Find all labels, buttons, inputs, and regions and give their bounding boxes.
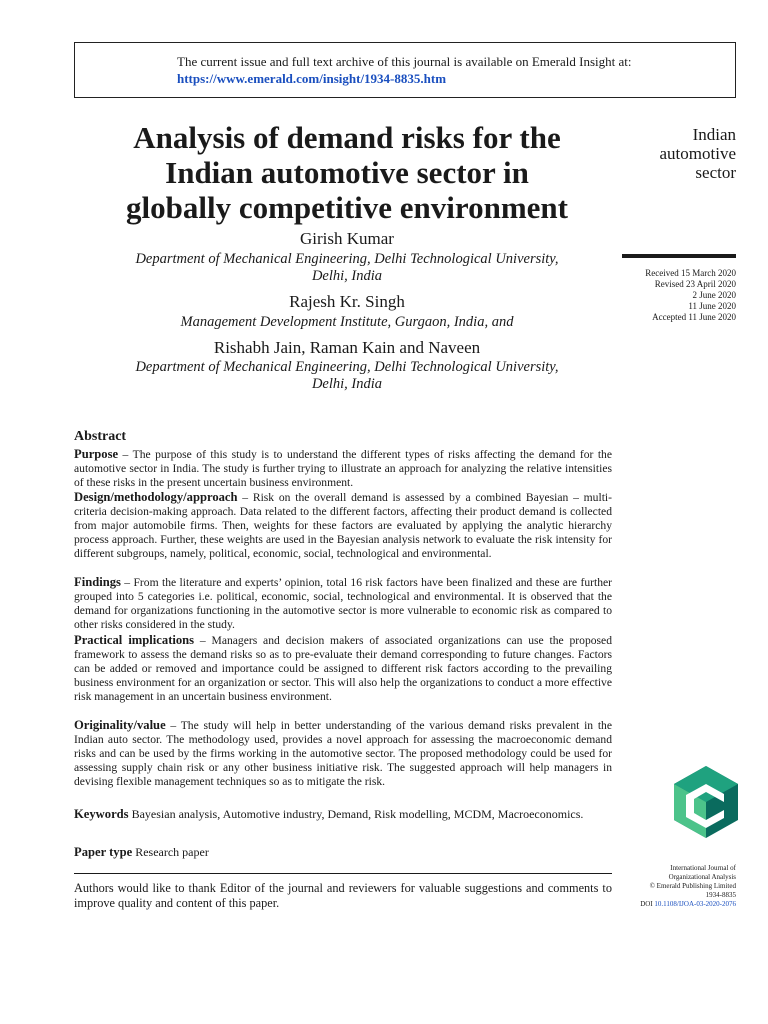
journal-line: © Emerald Publishing Limited xyxy=(649,882,736,890)
paper-type-label: Paper type xyxy=(74,845,133,859)
section-label: Originality/value xyxy=(74,718,166,732)
section-label: Design/methodology/approach xyxy=(74,490,238,504)
section-label: Practical implications xyxy=(74,633,195,647)
affiliation-line: Delhi, India xyxy=(311,268,383,284)
received-dates xyxy=(622,268,736,323)
journal-line: Organizational Analysis xyxy=(668,873,736,881)
keywords xyxy=(74,807,612,822)
journal-line: 1934-8835 xyxy=(705,891,736,899)
author-name: Rishabh Jain, Raman Kain and Naveen xyxy=(213,338,481,357)
abstract-heading: Abstract xyxy=(74,429,127,444)
doi-link[interactable]: 10.1108/IJOA-03-2020-2076 xyxy=(654,900,736,908)
author-name: Girish Kumar xyxy=(300,229,394,248)
author-name: Rajesh Kr. Singh xyxy=(289,292,405,311)
doi-label: DOI xyxy=(640,900,655,908)
section-text: – The study will help in better understanding of the various demand risks prevalent in the Indian auto sector. The methodology used, provides a novel approach for assessing the macroeconomic demand risks and can be used by the firms working in the automotive sector. The proposed methodology could be used for assessing supply chain risk or any other business initiative risk. The suggested approach will help managers in devising flexible management techniques so as to mitigate the risk. xyxy=(74,719,612,788)
running-head-line: Indian xyxy=(692,125,736,144)
footnote-rule xyxy=(74,873,612,874)
title-line: Indian automotive sector in xyxy=(165,155,529,190)
running-head-line: automotive xyxy=(659,144,736,163)
affiliation-line: Management Development Institute, Gurgaon, India, and xyxy=(180,314,514,330)
doi-line xyxy=(622,900,736,909)
journal-url-link[interactable]: https://www.emerald.com/insight/1934-8835.htm xyxy=(177,71,447,86)
date-line: 11 June 2020 xyxy=(688,301,736,311)
section-label: Purpose xyxy=(74,447,119,461)
date-line: Received 15 March 2020 xyxy=(645,268,736,278)
section-text: – The purpose of this study is to understand the different types of risks affecting the demand for the automotive sector in India. The study is further trying to illustrate an approach for analyzing the relative intensities of these risks in the present uncertain business environment. xyxy=(74,448,612,489)
paper-title xyxy=(74,120,620,225)
running-head xyxy=(622,125,736,182)
paper-type-text: Research paper xyxy=(132,845,209,859)
journal-info xyxy=(622,864,736,909)
keywords-label: Keywords xyxy=(74,807,129,821)
keywords-text: Bayesian analysis, Automotive industry, Demand, Risk modelling, MCDM, Macroeconomics. xyxy=(128,807,584,821)
acknowledgement: Authors would like to thank Editor of the journal and reviewers for valuable suggestions and comments to improve quality and content of this paper. xyxy=(74,881,612,910)
abstract-originality xyxy=(74,718,612,789)
author-affiliation xyxy=(74,314,620,331)
section-text: – Managers and decision makers of associated organizations can use the proposed framework to assess the demand risks so as to pre-evaluate their demand corresponding to future changes. Factors can be added or removed and importance could be assigned to different risk factors according to the prevailing business environment for an organization or sector. This will also help the organizations to conduct a more effective risk management in an uncertain business environment. xyxy=(74,634,613,703)
abstract-findings xyxy=(74,575,612,632)
date-line: Revised 23 April 2020 xyxy=(654,279,736,289)
emerald-logo-icon xyxy=(674,766,738,838)
journal-notice-box xyxy=(74,42,736,98)
affiliation-line: Department of Mechanical Engineering, Delhi Technological University, xyxy=(135,251,559,267)
date-line: Accepted 11 June 2020 xyxy=(652,312,736,322)
abstract-design xyxy=(74,490,612,561)
affiliation-line: Delhi, India xyxy=(311,376,383,392)
title-line: Analysis of demand risks for the xyxy=(133,120,561,155)
running-head-line: sector xyxy=(695,163,736,182)
abstract-purpose xyxy=(74,447,612,490)
section-label: Findings xyxy=(74,575,121,589)
notice-text: The current issue and full text archive of this journal is available on Emerald Insight at: xyxy=(177,54,632,69)
author-affiliation xyxy=(74,251,620,285)
sidebar-rule xyxy=(622,254,736,258)
affiliation-line: Department of Mechanical Engineering, Delhi Technological University, xyxy=(135,359,559,375)
abstract-practical xyxy=(74,633,612,704)
author-affiliation xyxy=(74,359,620,393)
journal-line: International Journal of xyxy=(670,864,736,872)
date-line: 2 June 2020 xyxy=(692,290,736,300)
title-line: globally competitive environment xyxy=(126,190,568,225)
section-text: – From the literature and experts’ opinion, total 16 risk factors have been finalized and these are further grouped into 5 categories i.e. political, economic, social, technological and environmental. It is observed that the demand for organizations functioning in the automotive sector is more vulnerable to economic risk as compared to other risks considered in the study. xyxy=(74,576,612,631)
section-text: – Risk on the overall demand is assessed by a combined Bayesian – multi-criteria decision-making approach. Data related to the different factors, affecting their product demand is collected from major automobile firms. Then, weights for these factors are evaluated by applying the analytic hierarchy process approach. Further, these weights are used in the Bayesian analysis network to evaluate the risk intensity for different subgroups, namely, political, economic, social, technological and environmental. xyxy=(74,491,612,560)
paper-type xyxy=(74,845,209,860)
